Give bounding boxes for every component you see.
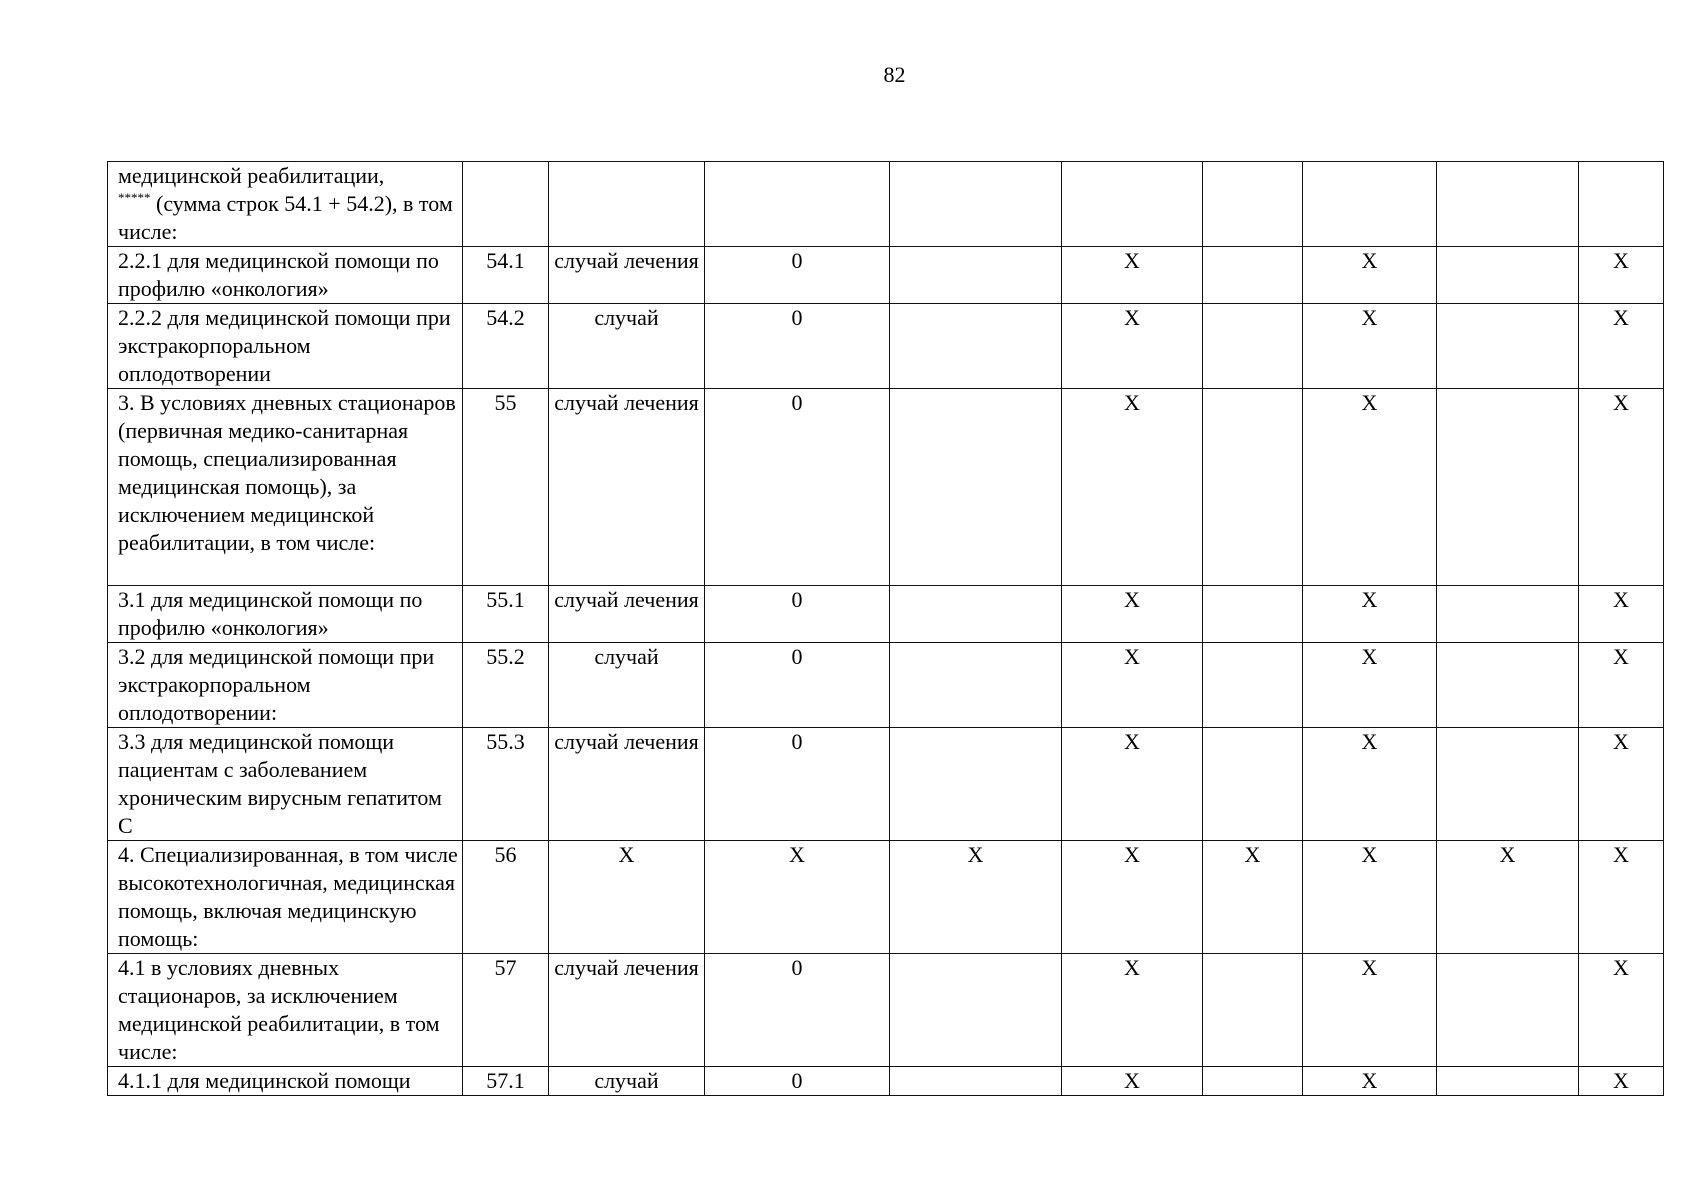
value-cell: X [1579, 586, 1664, 643]
value-cell: X [1062, 247, 1203, 304]
value-cell: X [1303, 643, 1437, 728]
value-cell: X [1579, 304, 1664, 389]
value-cell [1437, 728, 1579, 841]
row-number-cell: 57 [463, 954, 549, 1067]
row-number-cell: 56 [463, 841, 549, 954]
value-cell [890, 728, 1062, 841]
row-label: медицинской реабилитации, ***** (сумма строк 54.1 + 54.2), в том числе: [108, 162, 463, 247]
row-label: 4.1 в условиях дневных стационаров, за исключением медицинской реабилитации, в том числе: [108, 954, 463, 1067]
row-number-cell [463, 162, 549, 247]
value-cell [1203, 389, 1303, 586]
value-cell: X [1579, 643, 1664, 728]
value-cell: 0 [705, 586, 890, 643]
value-cell [890, 643, 1062, 728]
value-cell: X [1303, 841, 1437, 954]
table-row [108, 841, 1664, 954]
value-cell: X [1203, 841, 1303, 954]
row-number-cell: 55.3 [463, 728, 549, 841]
row-number-cell: 55 [463, 389, 549, 586]
unit-cell: случай лечения [549, 247, 705, 304]
value-cell: X [1579, 841, 1664, 954]
page-number: 82 [883, 62, 906, 87]
row-label: 4. Специализированная, в том числе высокотехнологичная, медицинская помощь, включая медицинскую помощь: [108, 841, 463, 954]
value-cell: X [1062, 304, 1203, 389]
value-cell: X [1062, 954, 1203, 1067]
value-cell [1203, 954, 1303, 1067]
table-row [108, 954, 1664, 1067]
table-row [108, 728, 1664, 841]
data-table [107, 161, 1664, 1096]
value-cell [890, 389, 1062, 586]
row-number-cell: 57.1 [463, 1067, 549, 1096]
value-cell: X [1062, 1067, 1203, 1096]
value-cell: X [1437, 841, 1579, 954]
value-cell: 0 [705, 954, 890, 1067]
value-cell [1062, 162, 1203, 247]
value-cell [1437, 389, 1579, 586]
unit-cell [549, 162, 705, 247]
value-cell: 0 [705, 247, 890, 304]
value-cell: X [1303, 1067, 1437, 1096]
value-cell: X [1579, 247, 1664, 304]
value-cell: X [1303, 304, 1437, 389]
value-cell [1203, 1067, 1303, 1096]
value-cell: 0 [705, 389, 890, 586]
value-cell: X [1579, 1067, 1664, 1096]
value-cell [1437, 643, 1579, 728]
unit-cell: случай лечения [549, 728, 705, 841]
value-cell: X [1579, 728, 1664, 841]
row-label: 4.1.1 для медицинской помощи [108, 1067, 463, 1096]
value-cell [890, 162, 1062, 247]
value-cell: X [1579, 389, 1664, 586]
unit-cell: случай [549, 1067, 705, 1096]
row-label: 2.2.1 для медицинской помощи по профилю «онкология» [108, 247, 463, 304]
table-row [108, 643, 1664, 728]
table-row [108, 586, 1664, 643]
value-cell: 0 [705, 1067, 890, 1096]
value-cell [1437, 1067, 1579, 1096]
value-cell [890, 1067, 1062, 1096]
value-cell: X [1579, 954, 1664, 1067]
value-cell [1203, 586, 1303, 643]
value-cell: X [890, 841, 1062, 954]
row-number-cell: 55.2 [463, 643, 549, 728]
unit-cell: X [549, 841, 705, 954]
value-cell: 0 [705, 304, 890, 389]
value-cell [1203, 247, 1303, 304]
value-cell: 0 [705, 728, 890, 841]
row-number-cell: 55.1 [463, 586, 549, 643]
value-cell [1203, 643, 1303, 728]
value-cell: X [1303, 728, 1437, 841]
row-label: 3. В условиях дневных стационаров (первичная медико-санитарная помощь, специализированная медицинская помощь), за исключением медицинской реабилитации, в том числе: [108, 389, 463, 586]
value-cell: X [1062, 841, 1203, 954]
value-cell: X [1062, 389, 1203, 586]
unit-cell: случай лечения [549, 389, 705, 586]
value-cell: 0 [705, 643, 890, 728]
value-cell [1203, 728, 1303, 841]
value-cell [1579, 162, 1664, 247]
table-row [108, 389, 1664, 586]
value-cell: X [1303, 954, 1437, 1067]
value-cell [1437, 247, 1579, 304]
unit-cell: случай [549, 643, 705, 728]
value-cell: X [1303, 389, 1437, 586]
row-label: 3.3 для медицинской помощи пациентам с заболеванием хроническим вирусным гепатитом С [108, 728, 463, 841]
value-cell [1203, 304, 1303, 389]
value-cell: X [705, 841, 890, 954]
value-cell [1437, 304, 1579, 389]
value-cell [1437, 162, 1579, 247]
value-cell: X [1062, 728, 1203, 841]
row-number-cell: 54.1 [463, 247, 549, 304]
row-number-cell: 54.2 [463, 304, 549, 389]
value-cell [890, 304, 1062, 389]
unit-cell: случай лечения [549, 586, 705, 643]
value-cell [1303, 162, 1437, 247]
value-cell [1203, 162, 1303, 247]
value-cell: X [1303, 586, 1437, 643]
value-cell [890, 586, 1062, 643]
value-cell [890, 954, 1062, 1067]
value-cell: X [1062, 586, 1203, 643]
value-cell [1437, 954, 1579, 1067]
value-cell [890, 247, 1062, 304]
unit-cell: случай [549, 304, 705, 389]
table-row [108, 1067, 1664, 1096]
row-label: 2.2.2 для медицинской помощи при экстракорпоральном оплодотворении [108, 304, 463, 389]
value-cell: X [1303, 247, 1437, 304]
row-label: 3.1 для медицинской помощи по профилю «онкология» [108, 586, 463, 643]
table-row [108, 304, 1664, 389]
value-cell [705, 162, 890, 247]
table-row [108, 247, 1664, 304]
row-label: 3.2 для медицинской помощи при экстракорпоральном оплодотворении: [108, 643, 463, 728]
value-cell [1437, 586, 1579, 643]
value-cell: X [1062, 643, 1203, 728]
unit-cell: случай лечения [549, 954, 705, 1067]
table-row [108, 162, 1664, 247]
